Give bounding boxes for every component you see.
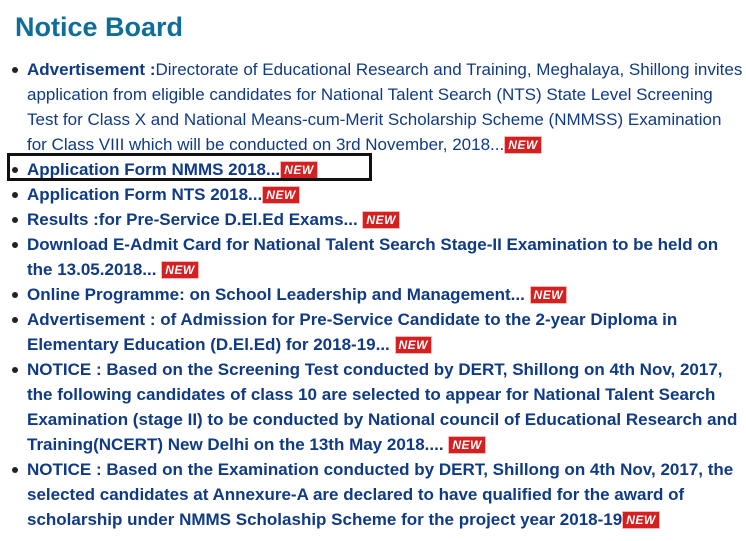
new-badge-icon: NEW bbox=[530, 286, 568, 304]
notice-item bbox=[10, 307, 744, 357]
new-badge-icon: NEW bbox=[395, 336, 433, 354]
notice-item bbox=[10, 282, 744, 307]
new-badge-icon: NEW bbox=[262, 186, 300, 204]
notice-link-nmms-scholarship[interactable]: NOTICE : Based on the Examination conducted by DERT, Shillong on 4th Nov, 2017, the selected candidates at Annexure-A are declared to have qualified for the award of scholarship under NMMS Scholaship Scheme for the project year 2018-19 bbox=[27, 460, 734, 529]
notice-label: Advertisement : bbox=[27, 60, 156, 79]
notice-link-admission-deled[interactable]: Advertisement : of Admission for Pre-Service Candidate to the 2-year Diploma in Elementary Education (D.El.Ed) for 2018-19... bbox=[27, 310, 678, 354]
new-badge-icon: NEW bbox=[622, 511, 660, 529]
new-badge-icon: NEW bbox=[280, 161, 318, 179]
new-badge-icon: NEW bbox=[161, 261, 199, 279]
new-badge-icon: NEW bbox=[362, 211, 400, 229]
notice-item bbox=[10, 457, 744, 532]
new-badge-icon: NEW bbox=[504, 136, 542, 154]
notice-link-application-form-nts[interactable]: Application Form NTS 2018... bbox=[27, 185, 263, 204]
notice-item bbox=[10, 357, 744, 457]
notice-item bbox=[10, 182, 744, 207]
notice-link-e-admit-card[interactable]: Download E-Admit Card for National Talent Search Stage-II Examination to be held on the 13.05.2018... bbox=[27, 235, 719, 279]
notice-board-title: Notice Board bbox=[15, 12, 184, 42]
notice-item bbox=[10, 207, 744, 232]
notice-link-application-form-nmms[interactable]: Application Form NMMS 2018... bbox=[27, 160, 281, 179]
new-badge-icon: NEW bbox=[448, 436, 486, 454]
notice-item bbox=[10, 157, 744, 182]
notice-text: Directorate of Educational Research and Training, Meghalaya, Shillong invites application from eligible candidates for National Talent Search (NTS) State Level Screening Test for Class X and National Means-cum-Merit Scholarship Scheme (NMMSS) Examination for Class VIII which will be conducted on 3rd November, 2018... bbox=[27, 60, 743, 154]
notice-list bbox=[10, 57, 744, 532]
notice-item bbox=[10, 232, 744, 282]
notice-link-nts-screening-result[interactable]: NOTICE : Based on the Screening Test conducted by DERT, Shillong on 4th Nov, 2017, the following candidates of class 10 are selected to appear for National Talent Search Examination (stage II) to be conducted by National council of Educational Research and Training(NCERT) New Delhi on the 13th May 2018.... bbox=[27, 360, 738, 454]
notice-link-results-deled[interactable]: Results :for Pre-Service D.El.Ed Exams... bbox=[27, 210, 358, 229]
notice-link-online-programme[interactable]: Online Programme: on School Leadership and Management... bbox=[27, 285, 525, 304]
notice-link-advertisement-nts-nmmss[interactable] bbox=[27, 60, 742, 154]
notice-item bbox=[10, 57, 744, 157]
